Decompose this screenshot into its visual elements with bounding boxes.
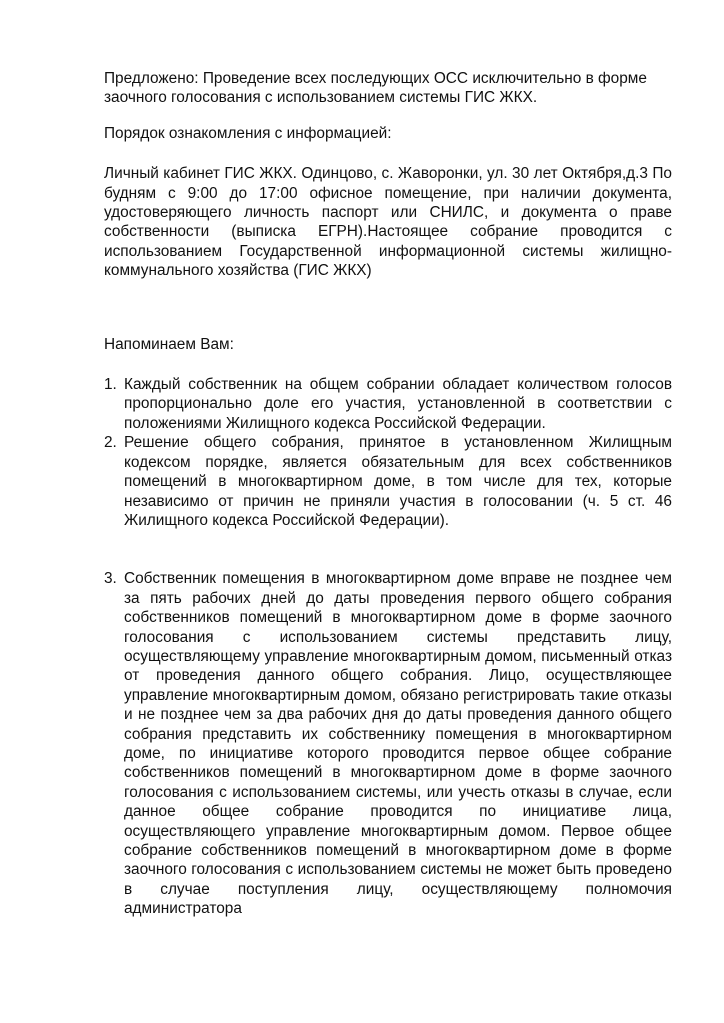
reminder-list [104,375,672,919]
list-item-number: 1. [104,376,117,394]
procedure-paragraph: Личный кабинет ГИС ЖКХ. Одинцово, с. Жаворонки, ул. 30 лет Октября,д.3 По будням с 9:00 до 17:00 офисное помещение, при наличии документа, удостоверяющего личность паспорт или СНИЛС, и документа о праве собственности (выписка ЕГРН).Настоящее собрание проводится с использованием Государственной информационной системы жилищно-коммунального хозяйства (ГИС ЖКХ) [104,165,672,280]
procedure-heading: Порядок ознакомления с информацией: [104,124,392,142]
proposed-paragraph: Предложено: Проведение всех последующих ОСС исключительно в форме заочного голосования с использованием системы ГИС ЖКХ. [104,70,647,107]
list-item-text: Каждый собственник на общем собрании обладает количеством голосов пропорционально доле его участия, установленной в соответствии с положениями Жилищного кодекса Российской Федерации. [124,376,672,432]
list-item [104,433,672,530]
list-item [104,569,672,918]
list-item-number: 3. [104,570,117,588]
reminder-heading: Напоминаем Вам: [104,335,234,353]
list-item-text: Собственник помещения в многоквартирном доме вправе не позднее чем за пять рабочих дней до даты проведения первого общего собрания собственников помещений в многоквартирном доме в форме заочного голосования с использованием системы представить лицу, осуществляющему управление многоквартирным домом, письменный отказ от проведения данного общего собрания. Лицо, осуществляющее управление многоквартирным домом, обязано регистрировать такие отказы и не позднее чем за два рабочих дня до даты проведения данного общего собрания представить их собственнику помещения в многоквартирном доме, по инициативе которого проводится первое общее собрание собственников помещений в многоквартирном доме в форме заочного голосования с использованием системы, или учесть отказы в случае, если данное общее собрание проводится по инициативе лица, осуществляющего управление многоквартирным домом. Первое общее собрание собственников помещений в многоквартирном доме в форме заочного голосования с использованием системы не может быть проведено в случае поступления лицу, осуществляющему полномочия администратора [124,570,672,918]
list-item-number: 2. [104,434,117,452]
list-item [104,375,672,433]
list-item-text: Решение общего собрания, принятое в установленном Жилищным кодексом порядке, является обязательным для всех собственников помещений в многоквартирном доме, в том числе для тех, которые независимо от причин не приняли участия в голосовании (ч. 5 ст. 46 Жилищного кодекса Российской Федерации). [124,434,672,529]
document-page [104,69,672,919]
